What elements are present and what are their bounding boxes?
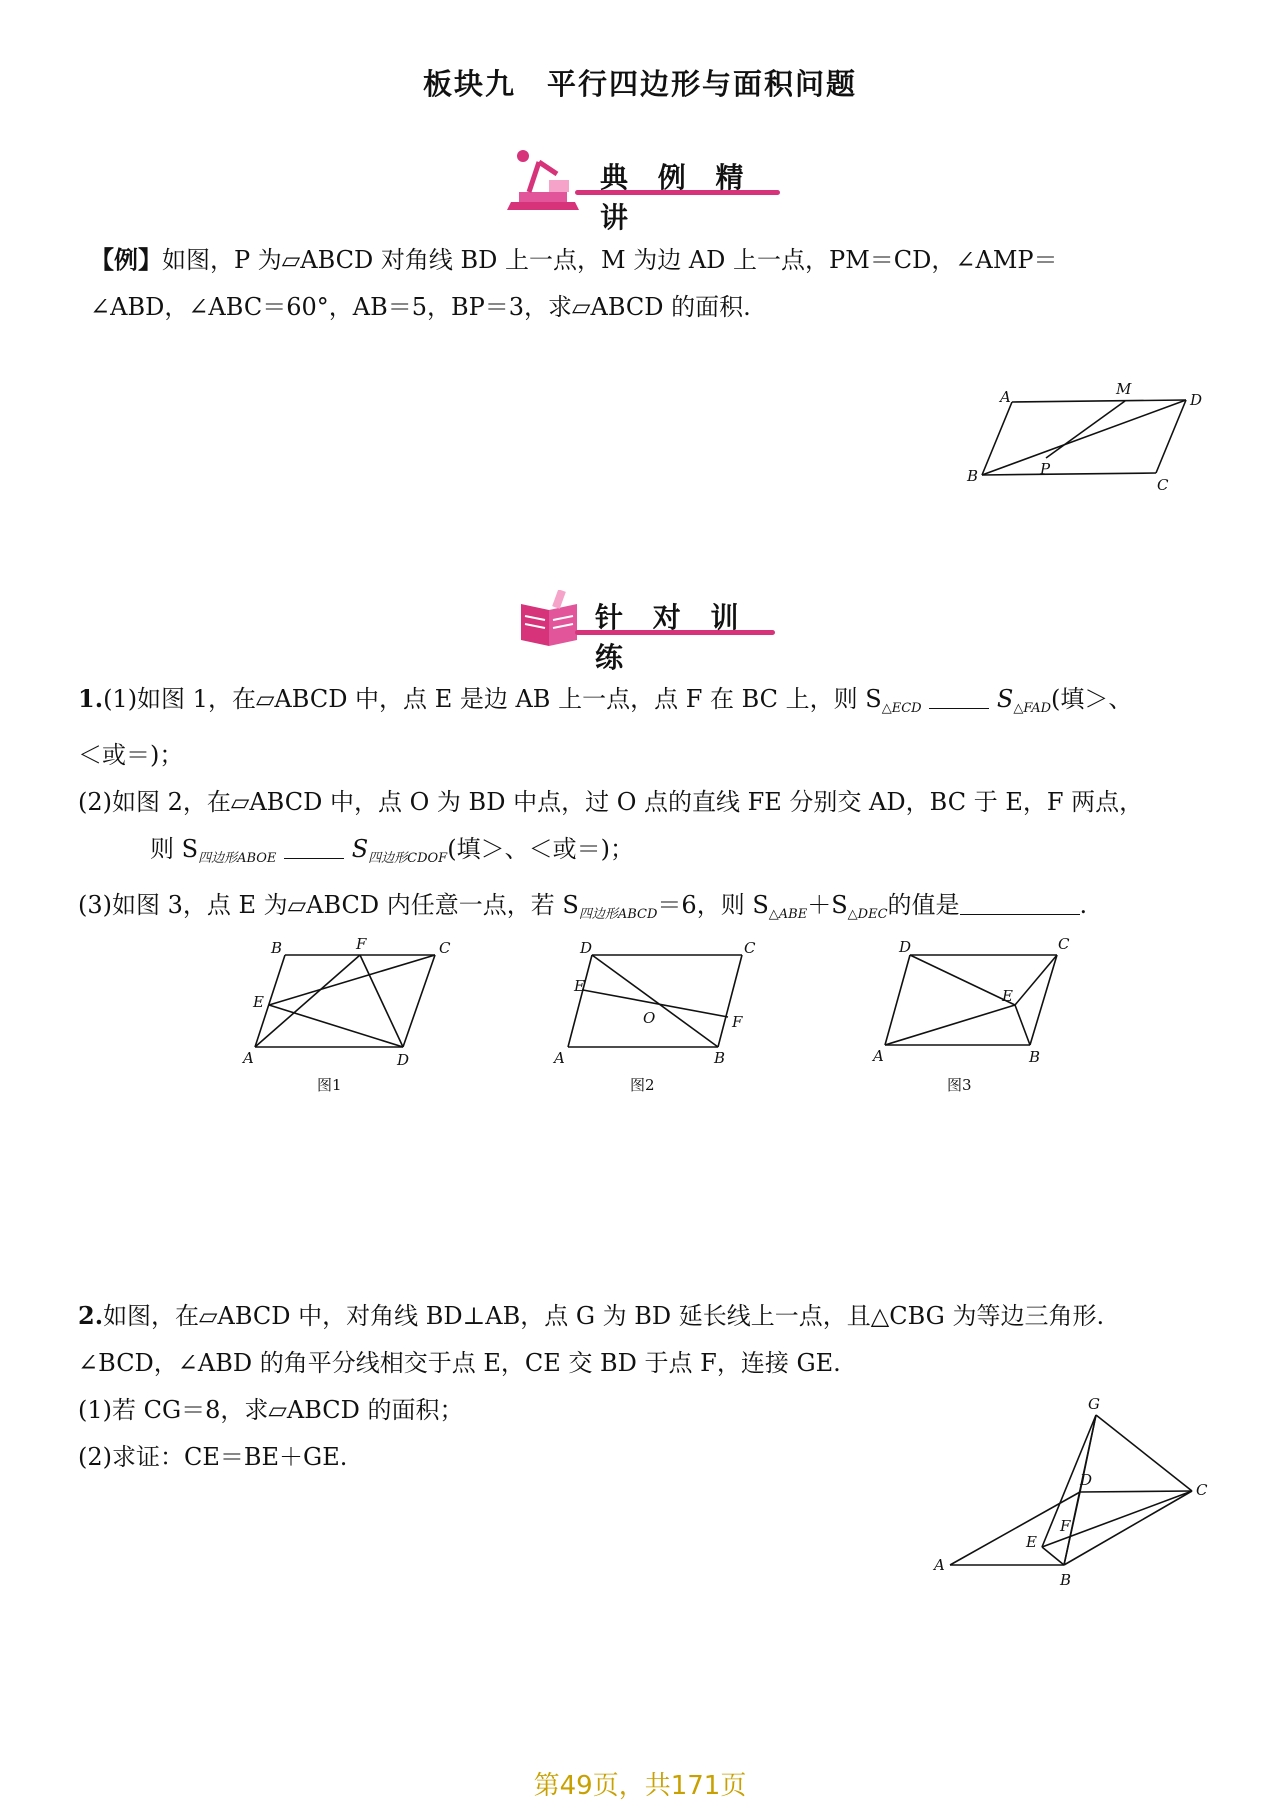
section-banner-example [505,150,780,234]
label-a: A [1000,388,1011,406]
figure-3 [865,935,1095,1095]
label-c: C [744,939,756,957]
edge-cd [1156,400,1186,473]
edge-ad [1012,400,1186,402]
label-b: B [1029,1048,1041,1066]
edge-ab [982,402,1012,475]
label-f: F [732,1013,743,1031]
q1-part1-text: (1)如图 1，在▱ABCD 中，点 E 是边 AB 上一点，点 F 在 BC 上，则 S [103,685,882,713]
figure-caption: 图3 [947,1076,972,1094]
label-b: B [714,1049,726,1067]
label-f: F [356,935,367,953]
label-d: D [397,1051,410,1069]
answer-blank-3[interactable] [960,894,1080,915]
label-c: C [439,939,451,957]
example-line-2: ∠ABD，∠ABC＝60°，AB＝5，BP＝3，求▱ABCD 的面积. [90,293,751,321]
label-o: O [643,1009,656,1027]
answer-blank-2[interactable] [284,838,344,859]
edge-bc [982,473,1156,475]
banner-label: 针 对 训 练 [595,601,749,674]
question-2-figure [930,1395,1220,1595]
label-c: C [1058,935,1070,953]
label-d: D [1080,1471,1093,1489]
figure-2 [550,935,780,1095]
label-a: A [934,1556,945,1574]
label-e: E [574,977,585,995]
label-e: E [253,993,264,1011]
subscript: △ECD [881,701,922,716]
subscript: △DEC [847,907,888,922]
q2-sub-1: (1)若 CG＝8，求▱ABCD 的面积； [78,1396,464,1424]
q1-part2-then: 则 S [150,835,199,863]
label-b: B [1060,1571,1072,1589]
book-icon [515,590,585,650]
question-1: 1.(1)如图 1，在▱ABCD 中，点 E 是边 AB 上一点，点 F 在 BC 上，则 $S_{\triangle ECD}$ $S_{\triangle FAD}$(填＞、 ＜或＝)； (2)如图 2，在▱ABCD 中，点 O 为 BD 中点，过 O 点的直线 FE 分别交 AD，BC 于 E，F 两点， 则 $S_{四边形ABOE}$ $S_{四边形CDOF}$(填＞、＜或＝)； (3)如图 3，点 E 为▱ABCD 内任意一点，若 $S_{四边形ABCD}=6$，则 $S_{\triangle ABE}+S_{\triangle DEC}$的值是 . [78,675,1218,938]
q1-part3-text: (3)如图 3，点 E 为▱ABCD 内任意一点，若 S [78,891,579,919]
q2-sub-2: (2)求证：CE＝BE＋GE. [78,1443,348,1471]
label-e: E [1002,987,1013,1005]
subscript: 四边形ABCD [578,907,658,922]
answer-blank-1[interactable] [929,688,989,709]
question-number: 2. [78,1301,104,1330]
subscript: △FAD [1013,701,1052,716]
figure-1 [235,935,465,1095]
label-a: A [554,1049,565,1067]
page-counter: 第49页，共171页 [533,1771,747,1801]
label-b: B [271,939,283,957]
page-title: 板块九 平行四边形与面积问题 [422,67,857,101]
section-banner-practice [515,590,775,674]
label-d: D [580,939,593,957]
q1-part2-text: (2)如图 2，在▱ABCD 中，点 O 为 BD 中点，过 O 点的直线 FE 分别交 AD，BC 于 E，F 两点， [78,788,1144,816]
example-tag: 【例】 [90,245,162,274]
q1-part1-line2: ＜或＝)； [78,741,184,769]
segment-pm [1046,401,1125,458]
question-number: 1. [78,684,104,713]
label-a: A [873,1047,884,1065]
banner-label: 典 例 精 讲 [600,161,754,234]
example-line-1: 如图，P 为▱ABCD 对角线 BD 上一点，M 为边 AD 上一点，PM＝CD，∠AMP＝ [162,246,1058,274]
q2-line-1: 如图，在▱ABCD 中，对角线 BD⊥AB，点 G 为 BD 延长线上一点，且△CBG 为等边三角形. [103,1302,1105,1330]
subscript: △ABE [768,907,808,922]
label-m: M [1116,380,1132,398]
label-b: B [967,467,979,485]
label-p: P [1040,460,1051,478]
diagonal-bd [982,400,1186,475]
q1-part1-end: (填＞、 [1051,685,1133,713]
label-f: F [1060,1517,1071,1535]
label-c: C [1196,1481,1208,1499]
q1-part3-end: 的值是 [887,891,960,919]
q1-part3-plus: ＋S [807,891,848,919]
example-figure [960,380,1220,500]
q1-part3-mid: ＝6，则 S [657,891,769,919]
q1-part2-end: (填＞、＜或＝)； [447,835,634,863]
figure-caption: 图1 [317,1076,342,1094]
subscript: 四边形CDOF [368,851,448,866]
label-d: D [1190,391,1203,409]
desk-lamp-icon [505,150,585,212]
label-d: D [899,938,912,956]
label-a: A [243,1049,254,1067]
q2-line-2: ∠BCD，∠ABD 的角平分线相交于点 E，CE 交 BD 于点 F，连接 GE. [78,1349,841,1377]
label-g: G [1088,1395,1100,1413]
label-e: E [1026,1533,1037,1551]
example-problem [90,236,1210,331]
figure-caption: 图2 [630,1076,655,1094]
label-c: C [1157,476,1169,494]
subscript: 四边形ABOE [198,851,277,866]
